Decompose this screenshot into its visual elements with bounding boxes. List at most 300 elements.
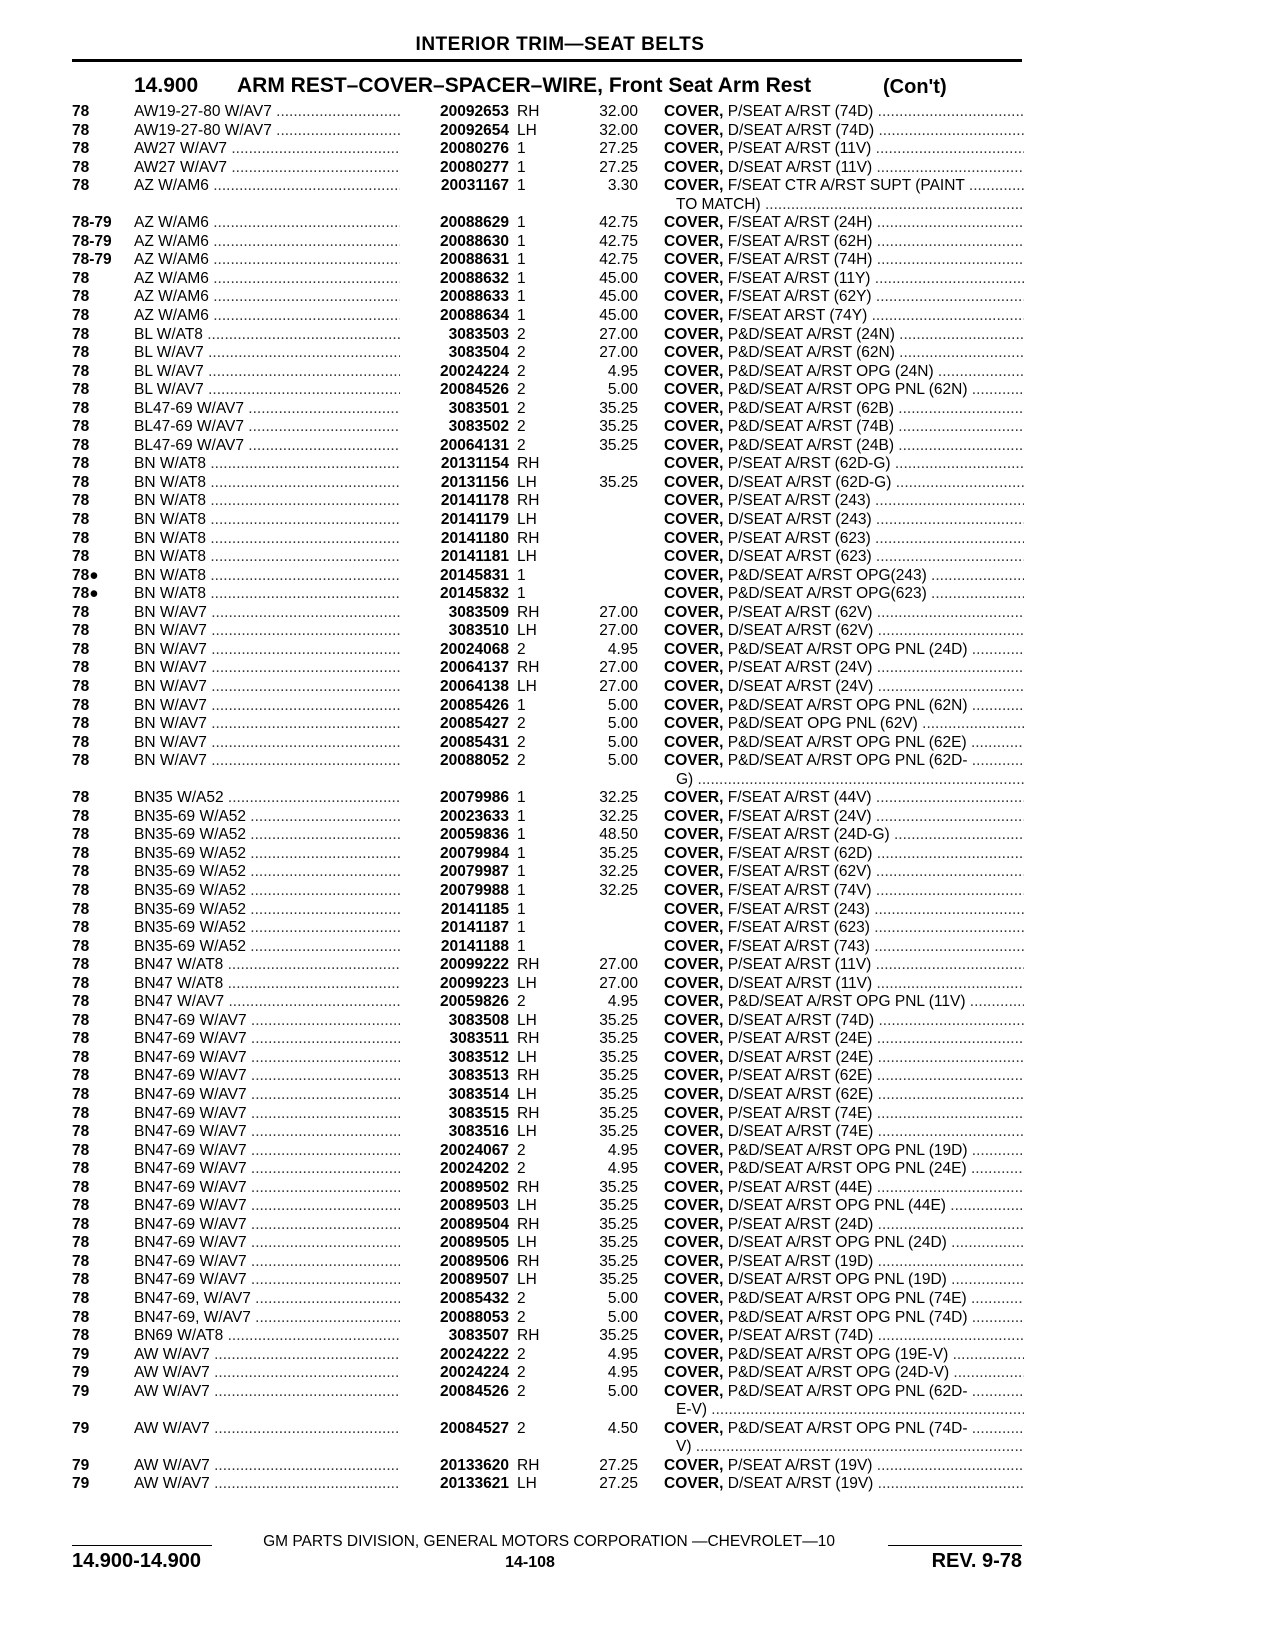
list-item <box>0 1105 1280 1124</box>
price-cell: 35.25 <box>599 1215 638 1233</box>
list-item <box>0 938 1280 957</box>
year-cell: 78 <box>72 993 90 1011</box>
description-cell: COVER, D/SEAT A/RST (74D) ..... <box>664 122 1024 141</box>
model-cell: BN35-69 W/A52 ..... <box>134 808 406 827</box>
model-cell: AW19-27-80 W/AV7 ..... <box>134 103 406 122</box>
year-cell: 78 <box>72 455 90 473</box>
quantity-cell: RH <box>517 455 540 473</box>
quantity-cell: 1 <box>517 919 526 937</box>
quantity-cell: RH <box>517 1456 540 1474</box>
quantity-cell: RH <box>517 529 540 547</box>
model-cell: BN35-69 W/A52 ..... <box>134 826 406 845</box>
list-item <box>0 1123 1280 1142</box>
model-cell: BN69 W/AT8 ..... <box>134 1327 406 1346</box>
description-keyword: COVER, <box>664 1382 724 1400</box>
description-cell: COVER, P/SEAT A/RST (19V) ..... <box>664 1457 1024 1476</box>
quantity-cell: 2 <box>517 399 526 417</box>
description-keyword: COVER, <box>664 1456 724 1474</box>
list-item <box>0 863 1280 882</box>
parts-list <box>0 103 1280 1494</box>
quantity-cell: 2 <box>517 1419 526 1437</box>
description-keyword: COVER, <box>664 566 724 584</box>
description-cell: COVER, D/SEAT A/RST (11V) ..... <box>664 159 1024 178</box>
description-keyword: COVER, <box>664 1271 724 1289</box>
quantity-cell: 2 <box>517 1364 526 1382</box>
model-cell: BN47-69 W/AV7 ..... <box>134 1179 406 1198</box>
description-cell: COVER, D/SEAT A/RST (24E) ..... <box>664 1049 1024 1068</box>
section-continued: (Con't) <box>883 76 947 98</box>
part-number-cell: 3083502 <box>400 418 509 437</box>
list-item <box>0 122 1280 141</box>
quantity-cell: LH <box>517 121 537 139</box>
list-item <box>0 1012 1280 1031</box>
model-cell: BN47 W/AV7 ..... <box>134 993 406 1012</box>
model-cell: AZ W/AM6 ..... <box>134 307 406 326</box>
price-cell: 4.95 <box>607 1160 638 1178</box>
description-continuation: TO MATCH) ..... <box>676 196 1024 215</box>
part-number-cell: 20088634 <box>400 307 509 326</box>
price-cell: 4.95 <box>607 1141 638 1159</box>
description-keyword: COVER, <box>664 436 724 454</box>
description-cell: COVER, P&D/SEAT A/RST OPG (19E-V) ..... <box>664 1346 1024 1365</box>
description-cell: COVER, F/SEAT A/RST (243) ..... <box>664 901 1024 920</box>
part-number-cell: 20085431 <box>400 734 509 753</box>
list-item <box>0 1309 1280 1328</box>
year-cell: 78 <box>72 1141 90 1159</box>
list-item <box>0 1346 1280 1365</box>
model-cell: BN47 W/AT8 ..... <box>134 956 406 975</box>
description-keyword: COVER, <box>664 974 724 992</box>
price-cell: 45.00 <box>599 269 638 287</box>
price-cell: 27.00 <box>599 956 638 974</box>
list-item <box>0 604 1280 623</box>
list-item <box>0 251 1280 270</box>
description-keyword: COVER, <box>664 325 724 343</box>
model-cell: BN47-69 W/AV7 ..... <box>134 1160 406 1179</box>
model-cell: BN W/AV7 ..... <box>134 752 406 771</box>
price-cell: 35.25 <box>599 418 638 436</box>
quantity-cell: 2 <box>517 715 526 733</box>
description-cell: COVER, F/SEAT ARST (74Y) ..... <box>664 307 1024 326</box>
quantity-cell: LH <box>517 1234 537 1252</box>
part-number-cell: 20079987 <box>400 863 509 882</box>
quantity-cell: LH <box>517 677 537 695</box>
description-keyword: COVER, <box>664 473 724 491</box>
model-cell: BN47-69 W/AV7 ..... <box>134 1142 406 1161</box>
description-cell: COVER, F/SEAT A/RST (62D) ..... <box>664 845 1024 864</box>
description-keyword: COVER, <box>664 640 724 658</box>
list-item <box>0 1290 1280 1309</box>
model-cell: AZ W/AM6 ..... <box>134 251 406 270</box>
list-item <box>0 511 1280 530</box>
list-item <box>0 1197 1280 1216</box>
description-cell: COVER, P&D/SEAT A/RST (24N) ..... <box>664 326 1024 345</box>
description-cell: COVER, F/SEAT A/RST (74H) ..... <box>664 251 1024 270</box>
description-cell: COVER, F/SEAT CTR A/RST SUPT (PAINT ..... <box>664 177 1024 196</box>
list-item <box>0 270 1280 289</box>
part-number-cell: 20089506 <box>400 1253 509 1272</box>
price-cell: 35.25 <box>599 1048 638 1066</box>
quantity-cell: 1 <box>517 844 526 862</box>
year-cell: 79 <box>72 1345 90 1363</box>
description-cell: COVER, P/SEAT A/RST (11V) ..... <box>664 956 1024 975</box>
description-continuation: G) ..... <box>676 771 1024 790</box>
description-continuation: V) ..... <box>676 1438 1024 1457</box>
part-number-cell: 20084526 <box>400 381 509 400</box>
year-cell: 78 <box>72 1085 90 1103</box>
description-cell: COVER, P&D/SEAT A/RST OPG(623) ..... <box>664 585 1024 604</box>
year-cell: 78 <box>72 158 90 176</box>
description-keyword: COVER, <box>664 140 724 158</box>
description-continuation: E-V) ..... <box>676 1401 1024 1420</box>
description-cell: COVER, P/SEAT A/RST (44E) ..... <box>664 1179 1024 1198</box>
description-cell: COVER, P/SEAT A/RST (24D) ..... <box>664 1216 1024 1235</box>
list-item <box>0 585 1280 604</box>
description-cell: COVER, P&D/SEAT A/RST OPG(243) ..... <box>664 567 1024 586</box>
description-cell: COVER, D/SEAT A/RST (62V) ..... <box>664 622 1024 641</box>
quantity-cell: 2 <box>517 1290 526 1307</box>
year-cell: 78 <box>72 956 90 974</box>
quantity-cell: 2 <box>517 362 526 380</box>
description-cell: COVER, D/SEAT A/RST OPG PNL (19D) ..... <box>664 1271 1024 1290</box>
year-cell: 79 <box>72 1475 90 1493</box>
year-cell: 78 <box>72 548 90 566</box>
description-keyword: COVER, <box>664 307 724 325</box>
description-keyword: COVER, <box>664 603 724 621</box>
footer-rule-right <box>888 1545 1022 1546</box>
year-cell: 78 <box>72 121 90 139</box>
year-cell: 78 <box>72 529 90 547</box>
price-cell: 27.00 <box>599 659 638 677</box>
quantity-cell: LH <box>517 974 537 992</box>
description-keyword: COVER, <box>664 715 724 733</box>
description-cell: COVER, P&D/SEAT A/RST OPG PNL (62N) ..... <box>664 697 1024 716</box>
year-cell: 78 <box>72 344 90 362</box>
description-keyword: COVER, <box>664 956 724 974</box>
description-keyword: COVER, <box>664 1011 724 1029</box>
model-cell: BN47-69, W/AV7 ..... <box>134 1290 406 1309</box>
year-cell: 78 <box>72 1327 90 1345</box>
year-cell: 79 <box>72 1364 90 1382</box>
quantity-cell: 2 <box>517 752 526 770</box>
quantity-cell: RH <box>517 1252 540 1270</box>
year-cell: 78 <box>72 640 90 658</box>
list-item <box>0 845 1280 864</box>
description-cell: COVER, P/SEAT A/RST (74D) ..... <box>664 1327 1024 1346</box>
description-keyword: COVER, <box>664 1419 724 1437</box>
part-number-cell: 20089507 <box>400 1271 509 1290</box>
description-cell: COVER, P/SEAT A/RST (62E) ..... <box>664 1067 1024 1086</box>
part-number-cell: 20079984 <box>400 845 509 864</box>
year-cell: 78 <box>72 807 90 825</box>
footer-rule-left <box>72 1545 212 1546</box>
price-cell: 27.00 <box>599 325 638 343</box>
price-cell: 4.50 <box>607 1419 638 1437</box>
description-cell: COVER, D/SEAT A/RST (62E) ..... <box>664 1086 1024 1105</box>
description-keyword: COVER, <box>664 269 724 287</box>
quantity-cell: RH <box>517 492 540 510</box>
price-cell: 45.00 <box>599 307 638 325</box>
description-keyword: COVER, <box>664 844 724 862</box>
list-item <box>0 288 1280 307</box>
price-cell: 35.25 <box>599 1197 638 1215</box>
quantity-cell: 1 <box>517 307 526 325</box>
price-cell: 35.25 <box>599 1030 638 1048</box>
price-cell: 32.00 <box>599 103 638 120</box>
part-number-cell: 20059826 <box>400 993 509 1012</box>
quantity-cell: 1 <box>517 566 526 584</box>
model-cell: BL47-69 W/AV7 ..... <box>134 418 406 437</box>
model-cell: BN47-69 W/AV7 ..... <box>134 1271 406 1290</box>
year-cell: 78 <box>72 622 90 640</box>
description-cell: COVER, F/SEAT A/RST (24H) ..... <box>664 214 1024 233</box>
model-cell: BN W/AT8 ..... <box>134 567 406 586</box>
quantity-cell: 1 <box>517 900 526 918</box>
year-cell: 78 <box>72 1160 90 1178</box>
quantity-cell: 2 <box>517 344 526 362</box>
description-cell: COVER, P&D/SEAT A/RST (62N) ..... <box>664 344 1024 363</box>
list-item <box>0 715 1280 734</box>
model-cell: AW W/AV7 ..... <box>134 1346 406 1365</box>
description-cell: COVER, F/SEAT A/RST (62Y) ..... <box>664 288 1024 307</box>
description-keyword: COVER, <box>664 993 724 1011</box>
year-cell: 78 <box>72 752 90 770</box>
list-item <box>0 363 1280 382</box>
price-cell: 35.25 <box>599 1327 638 1345</box>
part-number-cell: 20141179 <box>400 511 509 530</box>
price-cell: 4.95 <box>607 1364 638 1382</box>
list-item <box>0 344 1280 363</box>
model-cell: BN47-69 W/AV7 ..... <box>134 1086 406 1105</box>
description-cell: COVER, P/SEAT A/RST (62V) ..... <box>664 604 1024 623</box>
list-item <box>0 474 1280 493</box>
list-item <box>0 1216 1280 1235</box>
description-keyword: COVER, <box>664 752 724 770</box>
description-keyword: COVER, <box>664 1308 724 1326</box>
model-cell: BN47-69, W/AV7 ..... <box>134 1309 406 1328</box>
description-keyword: COVER, <box>664 1345 724 1363</box>
list-item <box>0 418 1280 437</box>
quantity-cell: 1 <box>517 585 526 603</box>
year-cell: 78 <box>72 362 90 380</box>
part-number-cell: 20088632 <box>400 270 509 289</box>
quantity-cell: RH <box>517 103 540 120</box>
list-item <box>0 400 1280 419</box>
list-item <box>0 1030 1280 1049</box>
footer-revision: REV. 9-78 <box>931 1550 1022 1572</box>
description-keyword: COVER, <box>664 1160 724 1178</box>
year-cell: 78 <box>72 307 90 325</box>
price-cell: 4.95 <box>607 993 638 1011</box>
model-cell: BN47-69 W/AV7 ..... <box>134 1253 406 1272</box>
price-cell: 5.00 <box>607 733 638 751</box>
model-cell: BN W/AV7 ..... <box>134 604 406 623</box>
list-item <box>0 956 1280 975</box>
year-cell: 78 <box>72 844 90 862</box>
year-cell: 78 <box>72 677 90 695</box>
year-cell: 78-79 <box>72 251 112 269</box>
part-number-cell: 20064138 <box>400 678 509 697</box>
description-cell: COVER, P/SEAT A/RST (74E) ..... <box>664 1105 1024 1124</box>
model-cell: BN W/AV7 ..... <box>134 659 406 678</box>
description-keyword: COVER, <box>664 1141 724 1159</box>
part-number-cell: 20085432 <box>400 1290 509 1309</box>
quantity-cell: 1 <box>517 696 526 714</box>
price-cell: 27.25 <box>599 1475 638 1493</box>
quantity-cell: 2 <box>517 733 526 751</box>
quantity-cell: LH <box>517 1271 537 1289</box>
description-cell: COVER, P&D/SEAT A/RST OPG (24N) ..... <box>664 363 1024 382</box>
quantity-cell: 1 <box>517 826 526 844</box>
list-item <box>0 901 1280 920</box>
year-cell: 78 <box>72 1234 90 1252</box>
list-item <box>0 1160 1280 1179</box>
list-item <box>0 326 1280 345</box>
list-item <box>0 1364 1280 1383</box>
year-cell: 78 <box>72 900 90 918</box>
part-number-cell: 20079986 <box>400 789 509 808</box>
quantity-cell: LH <box>517 1123 537 1141</box>
price-cell: 32.25 <box>599 863 638 881</box>
model-cell: BL W/AV7 ..... <box>134 344 406 363</box>
price-cell: 5.00 <box>607 752 638 770</box>
year-cell: 78 <box>72 492 90 510</box>
description-cell: COVER, F/SEAT A/RST (623) ..... <box>664 919 1024 938</box>
part-number-cell: 20088629 <box>400 214 509 233</box>
quantity-cell: 1 <box>517 937 526 955</box>
part-number-cell: 20089502 <box>400 1179 509 1198</box>
part-number-cell: 20141180 <box>400 530 509 549</box>
model-cell: BL W/AV7 ..... <box>134 381 406 400</box>
part-number-cell: 20099222 <box>400 956 509 975</box>
quantity-cell: RH <box>517 1104 540 1122</box>
description-keyword: COVER, <box>664 1290 724 1307</box>
list-item <box>0 1475 1280 1494</box>
year-cell: 79 <box>72 1419 90 1437</box>
price-cell: 27.00 <box>599 974 638 992</box>
footer-section-range: 14.900-14.900 <box>72 1550 202 1572</box>
price-cell: 35.25 <box>599 399 638 417</box>
price-cell: 35.25 <box>599 1178 638 1196</box>
price-cell: 42.75 <box>599 214 638 232</box>
description-keyword: COVER, <box>664 1123 724 1141</box>
quantity-cell: 1 <box>517 863 526 881</box>
model-cell: BN W/AV7 ..... <box>134 641 406 660</box>
price-cell: 5.00 <box>607 715 638 733</box>
part-number-cell: 20088052 <box>400 752 509 771</box>
part-number-cell: 20024224 <box>400 1364 509 1383</box>
list-item <box>0 1457 1280 1476</box>
description-keyword: COVER, <box>664 214 724 232</box>
year-cell: 78 <box>72 919 90 937</box>
year-cell: 78 <box>72 1290 90 1307</box>
list-item <box>0 1049 1280 1068</box>
part-number-cell: 20085427 <box>400 715 509 734</box>
description-keyword: COVER, <box>664 807 724 825</box>
price-cell: 35.25 <box>599 1011 638 1029</box>
quantity-cell: LH <box>517 1011 537 1029</box>
list-item <box>0 233 1280 252</box>
quantity-cell: 1 <box>517 232 526 250</box>
part-number-cell: 3083511 <box>400 1030 509 1049</box>
year-cell: 78 <box>72 399 90 417</box>
description-keyword: COVER, <box>664 937 724 955</box>
model-cell: AZ W/AM6 ..... <box>134 270 406 289</box>
description-keyword: COVER, <box>664 492 724 510</box>
year-cell: 78-79 <box>72 214 112 232</box>
part-number-cell: 3083514 <box>400 1086 509 1105</box>
model-cell: BN W/AT8 ..... <box>134 530 406 549</box>
description-keyword: COVER, <box>664 399 724 417</box>
description-keyword: COVER, <box>664 1364 724 1382</box>
price-cell: 35.25 <box>599 473 638 491</box>
quantity-cell: RH <box>517 603 540 621</box>
price-cell: 35.25 <box>599 1234 638 1252</box>
part-number-cell: 20024067 <box>400 1142 509 1161</box>
description-keyword: COVER, <box>664 1048 724 1066</box>
model-cell: BN35-69 W/A52 ..... <box>134 938 406 957</box>
description-keyword: COVER, <box>664 103 724 120</box>
part-number-cell: 20085426 <box>400 697 509 716</box>
quantity-cell: 2 <box>517 418 526 436</box>
year-cell: 78 <box>72 473 90 491</box>
list-item <box>0 641 1280 660</box>
description-keyword: COVER, <box>664 789 724 807</box>
model-cell: BN35-69 W/A52 ..... <box>134 919 406 938</box>
price-cell: 27.25 <box>599 158 638 176</box>
list-item <box>0 307 1280 326</box>
list-item <box>0 1327 1280 1346</box>
description-cell: COVER, D/SEAT A/RST (243) ..... <box>664 511 1024 530</box>
description-keyword: COVER, <box>664 251 724 269</box>
part-number-cell: 20141185 <box>400 901 509 920</box>
price-cell: 32.25 <box>599 807 638 825</box>
description-keyword: COVER, <box>664 362 724 380</box>
part-number-cell: 20059836 <box>400 826 509 845</box>
part-number-cell: 20131154 <box>400 455 509 474</box>
part-number-cell: 20088630 <box>400 233 509 252</box>
part-number-cell: 20145832 <box>400 585 509 604</box>
part-number-cell: 20089504 <box>400 1216 509 1235</box>
list-item <box>0 177 1280 214</box>
model-cell: BN35-69 W/A52 ..... <box>134 901 406 920</box>
list-item <box>0 882 1280 901</box>
description-cell: COVER, D/SEAT A/RST (62D-G) ..... <box>664 474 1024 493</box>
quantity-cell: RH <box>517 1178 540 1196</box>
quantity-cell: LH <box>517 473 537 491</box>
model-cell: AW27 W/AV7 ..... <box>134 159 406 178</box>
description-keyword: COVER, <box>664 1067 724 1085</box>
part-number-cell: 20141188 <box>400 938 509 957</box>
part-number-cell: 20024068 <box>400 641 509 660</box>
description-cell: COVER, P/SEAT A/RST (24V) ..... <box>664 659 1024 678</box>
description-cell: COVER, P/SEAT A/RST (623) ..... <box>664 530 1024 549</box>
description-keyword: COVER, <box>664 548 724 566</box>
year-cell: 79 <box>72 1456 90 1474</box>
description-keyword: COVER, <box>664 1030 724 1048</box>
header-rule <box>72 59 1022 62</box>
description-keyword: COVER, <box>664 900 724 918</box>
price-cell: 32.25 <box>599 789 638 807</box>
part-number-cell: 3083515 <box>400 1105 509 1124</box>
part-number-cell: 20088053 <box>400 1309 509 1328</box>
year-cell: 78 <box>72 269 90 287</box>
description-cell: COVER, D/SEAT A/RST OPG PNL (24D) ..... <box>664 1234 1024 1253</box>
part-number-cell: 20141187 <box>400 919 509 938</box>
description-cell: COVER, D/SEAT A/RST (74D) ..... <box>664 1012 1024 1031</box>
part-number-cell: 20133621 <box>400 1475 509 1494</box>
model-cell: AZ W/AM6 ..... <box>134 177 406 196</box>
